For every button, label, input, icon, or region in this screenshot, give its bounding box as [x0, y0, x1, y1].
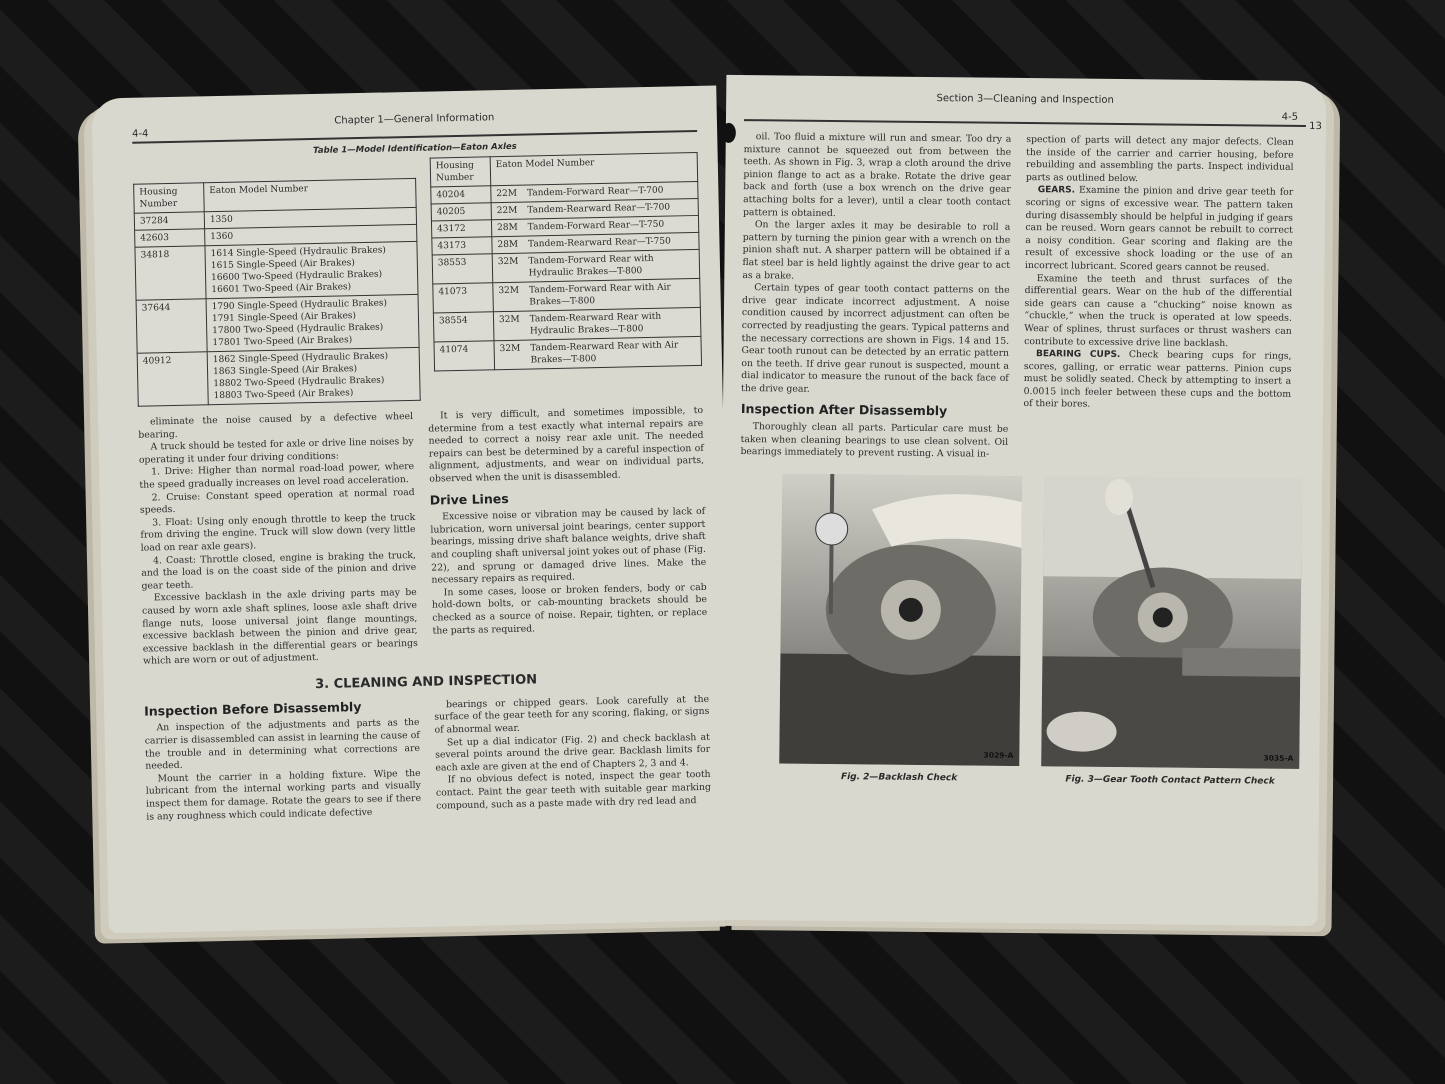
paragraph: 4. Coast: Throttle closed, engine is braking the truck, and the load is on the coast side of the pinion and drive gear teeth. [141, 549, 417, 592]
right-page [718, 75, 1327, 926]
paragraph [1025, 184, 1293, 275]
paragraph: 1. Drive: Higher than normal road-load power, where the speed gradually increases on level road acceleration. [139, 461, 415, 491]
left-column-4 [434, 686, 711, 813]
right-column-1 [740, 131, 1011, 462]
size-cell: 22M [491, 185, 523, 203]
left-page-header [132, 108, 697, 144]
chapter-header: Chapter 1—General Information [334, 112, 495, 127]
paragraph: Certain types of gear tooth contact patterns on the drive gear indicate incorrect adjustment. A noise condition caused by incorrect adjustment can often be corrected by readjusting the gears. Typical patterns and the necessary corrections are shown in Figs. 14 and 15. Gear tooth runout can be detected by an erratic pattern on the teeth. If drive gear runout is suspected, mount a dial indicator to measure the runout of the back face of the drive gear. [741, 282, 1010, 395]
table-row [137, 347, 420, 406]
table-title: Table 1—Model Identification—Eaton Axles [312, 141, 517, 157]
housing-cell: 37644 [136, 299, 207, 353]
tab-number: 13 [1309, 120, 1322, 133]
paragraph [1023, 348, 1291, 414]
paragraph: In some cases, loose or broken fenders, body or cab hold-down bolts, or cab-mounting brackets should be checked as a source of noise. Repair, tighten, or replace the parts as required. [431, 581, 708, 637]
size-cell: 32M [493, 282, 525, 312]
after-disassembly-heading: Inspection After Disassembly [740, 401, 948, 419]
model-cell: Tandem-Forward Rear with Air Brakes—T-800 [524, 278, 700, 311]
paragraph-text: Examine the pinion and drive gear teeth for scoring or signs of excessive wear. The pattern taken during disassembly should be helpful in judging if gears can be reused. Worn gears cannot be rebuilt to correct a noisy condition. Gear scoring and flaking are the result of excessive shock loading or the use of an incorrect lubricant. Scored gears cannot be reused. [1024, 184, 1294, 274]
paragraph: On the larger axles it may be desirable to roll a pattern by turning the pinion gear with a wrench on the pinion shaft nut. A sharper pattern will be obtained if a flat steel bar is held lightly against the drive gear to act as a brake. [742, 219, 1011, 282]
size-cell: 32M [493, 311, 525, 341]
lower-columns [144, 686, 712, 824]
table-row [136, 294, 419, 353]
model-cell: Tandem-Forward Rear—T-700 [522, 181, 698, 202]
paragraph-lead: GEARS. [1037, 185, 1076, 196]
housing-cell: 41073 [433, 283, 494, 313]
figure-backlash-check [779, 473, 1022, 765]
model-cell: 1790 Single-Speed (Hydraulic Brakes) 1791 Single-Speed (Air Brakes) 17800 Two-Speed (Hydraulic Brakes) 17801 Two-Speed (Air Brakes) [206, 294, 419, 351]
size-cell: 22M [491, 202, 523, 220]
left-page [91, 86, 733, 934]
size-cell: 32M [492, 253, 524, 283]
model-cell: Tandem-Forward Rear—T-750 [523, 215, 699, 236]
size-cell: 28M [491, 219, 523, 237]
figure-gear-tooth-contact-pattern-check [1041, 476, 1302, 769]
figures-row [779, 473, 1302, 786]
model-table-left [133, 178, 421, 407]
text-columns [740, 131, 1293, 465]
housing-cell: 40912 [137, 352, 208, 406]
housing-cell: 42603 [135, 229, 205, 247]
col-housing: Housing Number [134, 183, 205, 213]
housing-cell: 41074 [434, 341, 495, 371]
model-cell: 1862 Single-Speed (Hydraulic Brakes) 1863 Single-Speed (Air Brakes) 18802 Two-Speed (Hydraulic Brakes) 18803 Two-Speed (Air Brakes) [207, 347, 420, 404]
page-number: 4-4 [131, 128, 149, 140]
upper-columns [138, 405, 708, 669]
model-table-right [430, 152, 702, 372]
right-column-2 [1023, 134, 1293, 414]
model-cell: 1350 [204, 207, 416, 228]
size-cell: 32M [494, 340, 526, 370]
paragraph: oil. Too fluid a mixture will run and smear. Too dry a mixture cannot be squeezed out from between the teeth. As shown in Fig. 3, wrap a cloth around the drive pinion flange to act as a brake. Rotate the drive gear back and forth (use a box wrench on the drive gear attaching bolts for a lever), until a clear tooth contact pattern is obtained. [742, 131, 1012, 219]
right-page-header [744, 93, 1306, 127]
drive-lines-heading: Drive Lines [429, 490, 509, 508]
table-row [434, 336, 702, 371]
paragraph: Set up a dial indicator (Fig. 2) and check backlash at several points around the drive gear. Backlash limits for each axle are given at the end of Chapters 2, 3 and 4. [435, 731, 711, 774]
figure-caption: Fig. 3—Gear Tooth Contact Pattern Check [1065, 774, 1275, 787]
paragraph-text: Examine the teeth and thrust surfaces of the differential gears. Wear on the hub of the differential side gears can cause a “chucking” noise known as “chuckle,” when the truck is operated at low speeds. Wear of splines, thrust surfaces or thrust washers can contribute to excessive drive line backlash. [1024, 272, 1293, 349]
housing-cell: 40204 [431, 186, 491, 204]
model-cell: 1614 Single-Speed (Hydraulic Brakes) 1615 Single-Speed (Air Brakes) 16600 Two-Speed (Hydraulic Brakes) 16601 Two-Speed (Air Brakes) [205, 241, 418, 298]
section-heading: 3. CLEANING AND INSPECTION [314, 672, 538, 692]
model-cell: Tandem-Rearward Rear with Air Brakes—T-800 [525, 336, 701, 369]
left-column-2 [428, 405, 708, 638]
model-cell: Tandem-Forward Rear with Hydraulic Brakes—T-800 [523, 249, 699, 282]
before-disassembly-heading: Inspection Before Disassembly [144, 698, 362, 719]
left-column-1 [138, 411, 418, 669]
model-cell: Tandem-Rearward Rear—T-700 [522, 198, 698, 219]
housing-cell: 43172 [431, 220, 491, 238]
housing-cell: 37284 [134, 212, 204, 230]
col-housing: Housing Number [430, 157, 491, 187]
size-cell: 28M [492, 236, 524, 254]
tables-row [133, 152, 703, 407]
col-model: Eaton Model Number [204, 178, 417, 211]
paragraph: If no obvious defect is noted, inspect the gear tooth contact. Paint the gear teeth with suitable gear marking compound, such as a paste made with dry red lead and [435, 769, 711, 812]
paragraph: It is very difficult, and sometimes impossible, to determine from a test exactly what internal repairs are needed to correct a noisy rear axle unit. The needed repairs can best be determined by a careful inspection of alignment, adjustments, and wear on individual parts, observed when the unit is disassembled. [428, 404, 705, 485]
figure-3-block [1041, 476, 1302, 787]
page-number: 4-5 [1281, 111, 1299, 123]
model-cell: Tandem-Rearward Rear—T-750 [523, 232, 699, 253]
col-model: Eaton Model Number [490, 152, 698, 185]
gear-dial-indicator-illustration [779, 473, 1022, 765]
paragraph: 3. Float: Using only enough throttle to keep the truck from driving the engine. Truck will slow down (very little load on rear axle gears). [140, 511, 416, 554]
housing-cell: 40205 [431, 203, 491, 221]
paragraph: A truck should be tested for axle or drive line noises by operating it under four driving conditions: [138, 436, 414, 466]
paragraph: 2. Cruise: Constant speed operation at normal road speeds. [139, 486, 415, 516]
figure-2-block [779, 473, 1022, 783]
housing-cell: 43173 [432, 237, 492, 255]
paragraph: eliminate the noise caused by a defective wheel bearing. [138, 410, 414, 441]
housing-cell: 34818 [135, 246, 206, 300]
gear-cloth-brake-illustration [1041, 476, 1302, 769]
section-header: Section 3—Cleaning and Inspection [936, 93, 1114, 106]
paragraph: An inspection of the adjustments and parts as the carrier is disassembled can assist in learning the cause of the trouble and in determining what corrections are needed. [144, 717, 421, 772]
model-cell: 1360 [205, 224, 417, 245]
figure-caption: Fig. 2—Backlash Check [840, 771, 958, 784]
figure-number: 3035-A [1263, 753, 1294, 763]
paragraph: Excessive noise or vibration may be caused by lack of lubrication, worn universal joint bearings, center support bearings, missing drive shaft balance weights, drive shaft and coupling shaft universal joint yokes out of phase (Fig. 22), and sprung or damaged drive lines. Make the necessary repairs as required. [430, 506, 707, 586]
binder-hole [722, 123, 736, 143]
figure-number: 3029-A [983, 750, 1014, 760]
paragraph [1024, 273, 1292, 351]
housing-cell: 38554 [433, 312, 494, 342]
paragraph [1026, 134, 1294, 187]
paragraph: bearings or chipped gears. Look carefully at the surface of the gear teeth for any scoring, flaking, or signs of abnormal wear. [434, 693, 710, 736]
paragraph: Thoroughly clean all parts. Particular care must be taken when cleaning bearings to use clean solvent. Oil bearings immediately to prevent rusting. A visual in- [740, 421, 1009, 460]
housing-cell: 38553 [432, 254, 493, 284]
paragraph-text: Check bearing cups for rings, scores, galling, or erratic wear patterns. Pinion cups must be solidly seated. Check by attempting to insert a 0.0015 inch feeler between these cups and the bottom of their bores. [1023, 349, 1292, 411]
paragraph-lead: BEARING CUPS. [1035, 349, 1121, 361]
paragraph: Mount the carrier in a holding fixture. Wipe the lubricant from the internal working parts and visually inspect them for damage. Rotate the gears to see if there is any roughness which could indicate defective [145, 767, 422, 823]
table-row [135, 241, 418, 300]
paragraph-text: spection of parts will detect any major defects. Clean the inside of the carrier and carrier housing, before rebuilding and assembling the parts. Inspect individual parts as outlined below. [1025, 134, 1294, 184]
left-column-3 [144, 692, 422, 824]
model-cell: Tandem-Rearward Rear with Hydraulic Brakes—T-800 [524, 307, 700, 340]
paragraph: Excessive backlash in the axle driving parts may be caused by worn axle shaft splines, loose axle shaft drive flange nuts, loose universal joint flange mountings, excessive backlash between the pinion and drive gear, excessive backlash in the differential gears or bearings which are worn or out of adjustment. [141, 587, 418, 667]
